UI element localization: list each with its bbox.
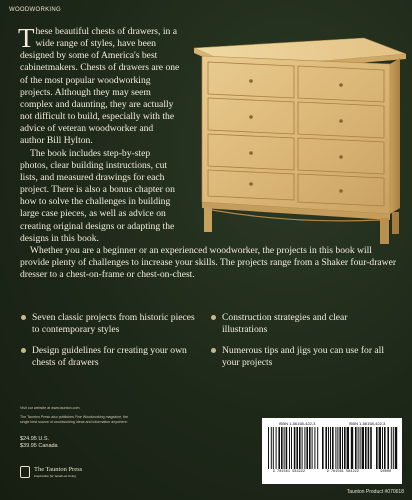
drop-cap: T [18,23,35,53]
fine-print [20,406,130,425]
barcode-digits-text: 9 781561 584222 [326,470,359,474]
bullet-icon [211,315,216,320]
feature-text: Construction strategies and clear illustrations [222,312,348,336]
prices [20,436,58,450]
feature-text: Seven classic projects from historic pieces to contemporary styles [32,312,195,336]
description-paragraph-1 [18,23,180,148]
bullet-icon [211,348,216,353]
feature-text: Design guidelines for creating your own chests of drawers [32,345,187,369]
magazine-note: The Taunton Press also publishes Fine Woodworking magazine, the single best source of woodworking ideas and information anywhere. [20,415,129,424]
bullet-icon [21,348,26,353]
website-note: Visit our website at www.taunton.com [20,406,80,410]
feature-item [210,345,388,369]
isbn-text: ISBN 1-56158-422-3 [348,421,386,426]
feature-list-right [210,312,388,379]
feature-item [210,312,388,336]
product-code: Taunton Product #070618 [346,489,404,495]
barcode-digits [262,470,402,474]
barcode-bars [266,427,398,469]
barcode-digits-text: 9 781561 584222 [272,470,306,474]
description-paragraph-2: The book includes step-by-step photos, clear building instructions, cut lists, and measured drawings for each project. There is also a bonus chapter on how to solve the challenges in building large case pieces, as well as advice on creating original designs or adapting the designs in this book. [20,147,175,244]
isbn-label [262,421,402,426]
taunton-logo-icon [20,466,30,478]
feature-item [20,345,198,369]
feature-item [20,312,198,336]
feature-text: Numerous tips and jigs you can use for all your projects [222,345,384,369]
feature-list-left [20,312,198,379]
price-us: $24.95 U.S. [20,436,50,442]
price-canada: $39.95 Canada [20,443,58,449]
barcode-price-code: 90000 [380,470,392,474]
description [18,23,398,281]
description-paragraph-1-text: hese beautiful chests of drawers, in a wide range of styles, have been designed by some of America's best cabinetmakers. Chests of drawers are one of the most popular woodworking projects. Although they may seem complex and daunting, they are actually not difficult to build, especially with the advice of veteran woodworker and author Bill Hylton. [20,26,180,147]
isbn-barcode [262,418,402,484]
category-label: WOODWORKING [9,7,61,13]
publisher-name: The Taunton Press [34,466,83,473]
isbn-text: ISBN 1-56158-422-3 [278,421,316,426]
bullet-icon [21,315,26,320]
publisher-tagline: Inspiration for hands-on living [34,474,76,478]
description-paragraph-3: Whether you are a beginner or an experienced woodworker, the projects in this book will provide plenty of challenges to increase your skills. The projects range from a Shaker four-drawer dresser to a chest-on-frame or chest-on-chest. [20,244,397,281]
